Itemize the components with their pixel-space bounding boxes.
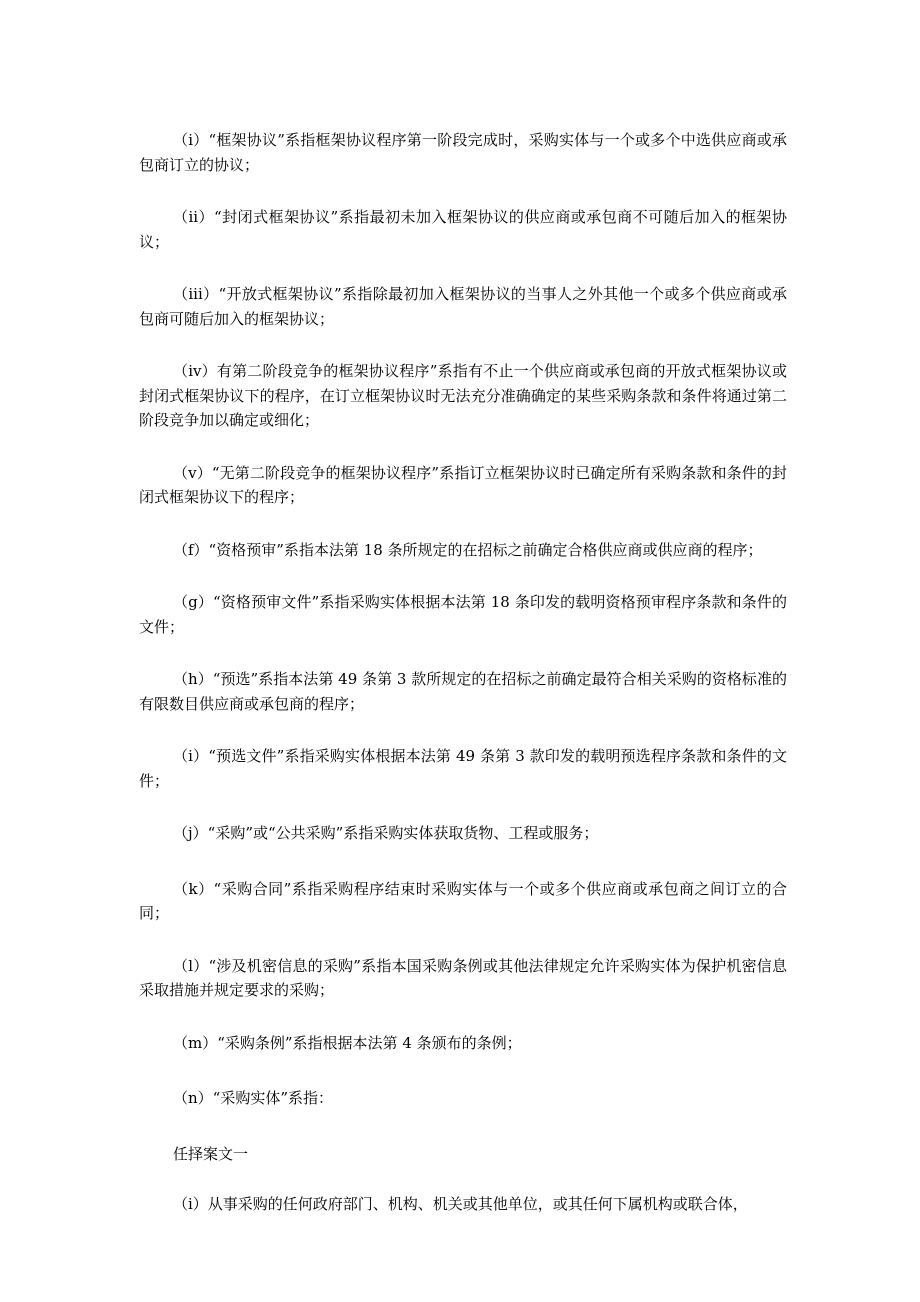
- definition-classified-procurement: （l）“涉及机密信息的采购”系指本国采购条例或其他法律规定允许采购实体为保护机密信息采取措施并规定要求的采购；: [139, 956, 787, 999]
- definition-pre-selection-documents: （i）“预选文件”系指采购实体根据本法第 49 条第 3 款印发的载明预选程序条款和条件的文件；: [139, 747, 787, 790]
- definition-pre-qualification-documents: （g）“资格预审文件”系指采购实体根据本法第 18 条印发的载明资格预审程序条款和条件的文件；: [139, 593, 787, 636]
- definition-procuring-entity: （n）“采购实体”系指：: [173, 1089, 333, 1107]
- definition-framework-agreement: （i）“框架协议”系指框架协议程序第一阶段完成时，采购实体与一个或多个中选供应商或承包商订立的协议；: [139, 131, 787, 174]
- definition-procurement: （j）“采购”或“公共采购”系指采购实体获取货物、工程或服务；: [173, 824, 599, 842]
- definition-open-framework-agreement: （iii）“开放式框架协议”系指除最初加入框架协议的当事人之外其他一个或多个供应商或承包商可随后加入的框架协议；: [139, 285, 787, 328]
- definition-closed-framework-agreement: （ii）“封闭式框架协议”系指最初未加入框架协议的供应商或承包商不可随后加入的框架协议；: [139, 208, 787, 251]
- definition-no-second-stage-competition: （v）“无第二阶段竞争的框架协议程序”系指订立框架协议时已确定所有采购条款和条件的封闭式框架协议下的程序；: [139, 463, 787, 506]
- definition-pre-qualification: （f）“资格预审”系指本法第 18 条所规定的在招标之前确定合格供应商或供应商的程序；: [173, 540, 763, 559]
- document-body: [139, 128, 787, 1245]
- definition-second-stage-competition: （iv）有第二阶段竞争的框架协议程序”系指有不止一个供应商或承包商的开放式框架协议或封闭式框架协议下的程序，在订立框架协议时无法充分准确确定的某些采购条款和条件将通过第二阶段竞争加以确定或细化；: [139, 362, 787, 429]
- option-heading: 任择案文一: [173, 1144, 249, 1163]
- definition-procurement-regulations: （m）“采购条例”系指根据本法第 4 条颁布的条例；: [173, 1033, 522, 1052]
- definition-procurement-contract: （k）“采购合同”系指采购程序结束时采购实体与一个或多个供应商或承包商之间订立的合同；: [139, 879, 787, 922]
- procuring-entity-item-i: （i）从事采购的任何政府部门、机构、机关或其他单位，或其任何下属机构或联合体，: [173, 1195, 748, 1213]
- definition-pre-selection: （h）“预选”系指本法第 49 条第 3 款所规定的在招标之前确定最符合相关采购的资格标准的有限数目供应商或承包商的程序；: [139, 670, 787, 713]
